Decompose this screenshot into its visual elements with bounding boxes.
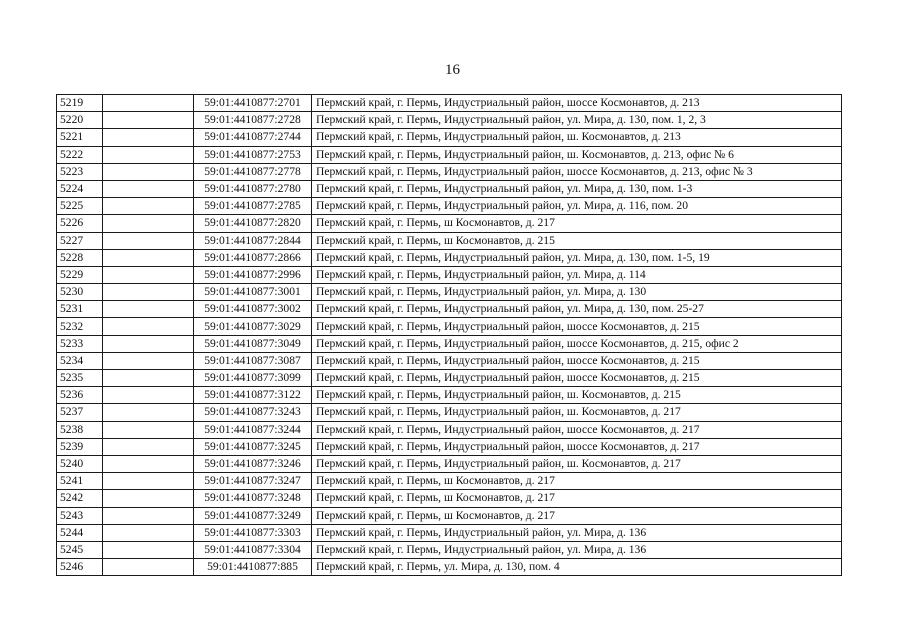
property-table [56,94,842,576]
table-row [57,473,842,490]
table-row [57,232,842,249]
address: Пермский край, г. Пермь, Индустриальный район, ш. Космонавтов, д. 213 [312,129,842,146]
address: Пермский край, г. Пермь, Индустриальный район, ул. Мира, д. 136 [312,524,842,541]
row-number: 5233 [57,335,103,352]
table-row [57,370,842,387]
page-number: 16 [445,62,460,78]
address: Пермский край, г. Пермь, Индустриальный район, шоссе Космонавтов, д. 213, офис № 3 [312,163,842,180]
table-body [57,95,842,576]
row-number: 5222 [57,146,103,163]
cadastral-number: 59:01:4410877:3002 [194,301,312,318]
address: Пермский край, г. Пермь, ш Космонавтов, д. 215 [312,232,842,249]
row-number: 5246 [57,559,103,576]
row-number: 5226 [57,215,103,232]
empty-cell [103,284,194,301]
cadastral-number: 59:01:4410877:3303 [194,524,312,541]
row-number: 5240 [57,455,103,472]
table-row [57,541,842,558]
empty-cell [103,163,194,180]
row-number: 5234 [57,352,103,369]
address: Пермский край, г. Пермь, Индустриальный район, шоссе Космонавтов, д. 215 [312,370,842,387]
address: Пермский край, г. Пермь, Индустриальный район, шоссе Космонавтов, д. 215 [312,352,842,369]
table-row [57,146,842,163]
row-number: 5235 [57,370,103,387]
empty-cell [103,387,194,404]
address: Пермский край, г. Пермь, Индустриальный район, ул. Мира, д. 130, пом. 25-27 [312,301,842,318]
empty-cell [103,370,194,387]
row-number: 5224 [57,180,103,197]
address: Пермский край, г. Пермь, Индустриальный район, шоссе Космонавтов, д. 213 [312,95,842,112]
row-number: 5221 [57,129,103,146]
address: Пермский край, г. Пермь, Индустриальный район, шоссе Космонавтов, д. 215, офис 2 [312,335,842,352]
table-row [57,421,842,438]
address: Пермский край, г. Пермь, Индустриальный район, ш. Космонавтов, д. 213, офис № 6 [312,146,842,163]
address: Пермский край, г. Пермь, Индустриальный район, ш. Космонавтов, д. 217 [312,455,842,472]
cadastral-number: 59:01:4410877:3246 [194,455,312,472]
cadastral-number: 59:01:4410877:3001 [194,284,312,301]
row-number: 5232 [57,318,103,335]
empty-cell [103,404,194,421]
table-row [57,404,842,421]
table-row [57,352,842,369]
cadastral-number: 59:01:4410877:2753 [194,146,312,163]
cadastral-number: 59:01:4410877:3049 [194,335,312,352]
empty-cell [103,215,194,232]
address: Пермский край, г. Пермь, ш Космонавтов, д. 217 [312,507,842,524]
cadastral-number: 59:01:4410877:3244 [194,421,312,438]
table-row [57,318,842,335]
table-row [57,129,842,146]
row-number: 5237 [57,404,103,421]
address: Пермский край, г. Пермь, ул. Мира, д. 130, пом. 4 [312,559,842,576]
empty-cell [103,473,194,490]
cadastral-number: 59:01:4410877:2866 [194,249,312,266]
row-number: 5243 [57,507,103,524]
cadastral-number: 59:01:4410877:2820 [194,215,312,232]
cadastral-number: 59:01:4410877:3243 [194,404,312,421]
cadastral-number: 59:01:4410877:3029 [194,318,312,335]
empty-cell [103,438,194,455]
address: Пермский край, г. Пермь, ш Космонавтов, д. 217 [312,473,842,490]
address: Пермский край, г. Пермь, Индустриальный район, шоссе Космонавтов, д. 215 [312,318,842,335]
row-number: 5225 [57,198,103,215]
empty-cell [103,112,194,129]
empty-cell [103,95,194,112]
empty-cell [103,318,194,335]
cadastral-number: 59:01:4410877:2778 [194,163,312,180]
cadastral-number: 59:01:4410877:2844 [194,232,312,249]
table-row [57,266,842,283]
table-row [57,524,842,541]
table-row [57,559,842,576]
cadastral-number: 59:01:4410877:3249 [194,507,312,524]
empty-cell [103,559,194,576]
cadastral-number: 59:01:4410877:885 [194,559,312,576]
empty-cell [103,335,194,352]
table-row [57,180,842,197]
cadastral-number: 59:01:4410877:2701 [194,95,312,112]
empty-cell [103,180,194,197]
cadastral-number: 59:01:4410877:2780 [194,180,312,197]
empty-cell [103,249,194,266]
empty-cell [103,198,194,215]
empty-cell [103,421,194,438]
address: Пермский край, г. Пермь, Индустриальный район, ш. Космонавтов, д. 217 [312,404,842,421]
row-number: 5244 [57,524,103,541]
cadastral-number: 59:01:4410877:2996 [194,266,312,283]
row-number: 5231 [57,301,103,318]
cadastral-number: 59:01:4410877:3304 [194,541,312,558]
table-row [57,198,842,215]
row-number: 5223 [57,163,103,180]
empty-cell [103,232,194,249]
empty-cell [103,146,194,163]
cadastral-number: 59:01:4410877:3247 [194,473,312,490]
address: Пермский край, г. Пермь, Индустриальный район, шоссе Космонавтов, д. 217 [312,421,842,438]
row-number: 5242 [57,490,103,507]
table-row [57,215,842,232]
address: Пермский край, г. Пермь, Индустриальный район, ул. Мира, д. 114 [312,266,842,283]
row-number: 5219 [57,95,103,112]
row-number: 5241 [57,473,103,490]
address: Пермский край, г. Пермь, Индустриальный район, ул. Мира, д. 116, пом. 20 [312,198,842,215]
address: Пермский край, г. Пермь, Индустриальный район, ул. Мира, д. 130, пом. 1-3 [312,180,842,197]
table-row [57,335,842,352]
empty-cell [103,490,194,507]
cadastral-number: 59:01:4410877:3099 [194,370,312,387]
address: Пермский край, г. Пермь, Индустриальный район, ул. Мира, д. 136 [312,541,842,558]
table-row [57,507,842,524]
row-number: 5238 [57,421,103,438]
address: Пермский край, г. Пермь, ш Космонавтов, д. 217 [312,215,842,232]
cadastral-number: 59:01:4410877:2728 [194,112,312,129]
cadastral-number: 59:01:4410877:3087 [194,352,312,369]
table-row [57,95,842,112]
row-number: 5227 [57,232,103,249]
row-number: 5220 [57,112,103,129]
row-number: 5239 [57,438,103,455]
cadastral-number: 59:01:4410877:2785 [194,198,312,215]
row-number: 5229 [57,266,103,283]
table-row [57,249,842,266]
table-row [57,490,842,507]
address: Пермский край, г. Пермь, Индустриальный район, ул. Мира, д. 130, пом. 1, 2, 3 [312,112,842,129]
empty-cell [103,507,194,524]
table-row [57,112,842,129]
table-row [57,438,842,455]
empty-cell [103,129,194,146]
cadastral-number: 59:01:4410877:3245 [194,438,312,455]
table-row [57,301,842,318]
table-row [57,387,842,404]
address: Пермский край, г. Пермь, Индустриальный район, ул. Мира, д. 130, пом. 1-5, 19 [312,249,842,266]
address: Пермский край, г. Пермь, Индустриальный район, шоссе Космонавтов, д. 217 [312,438,842,455]
row-number: 5236 [57,387,103,404]
empty-cell [103,455,194,472]
cadastral-number: 59:01:4410877:3248 [194,490,312,507]
table-row [57,455,842,472]
cadastral-number: 59:01:4410877:3122 [194,387,312,404]
empty-cell [103,524,194,541]
address: Пермский край, г. Пермь, Индустриальный район, ш. Космонавтов, д. 215 [312,387,842,404]
address: Пермский край, г. Пермь, ш Космонавтов, д. 217 [312,490,842,507]
empty-cell [103,541,194,558]
row-number: 5230 [57,284,103,301]
empty-cell [103,266,194,283]
row-number: 5245 [57,541,103,558]
empty-cell [103,352,194,369]
address: Пермский край, г. Пермь, Индустриальный район, ул. Мира, д. 130 [312,284,842,301]
row-number: 5228 [57,249,103,266]
empty-cell [103,301,194,318]
table-row [57,163,842,180]
cadastral-number: 59:01:4410877:2744 [194,129,312,146]
table-row [57,284,842,301]
